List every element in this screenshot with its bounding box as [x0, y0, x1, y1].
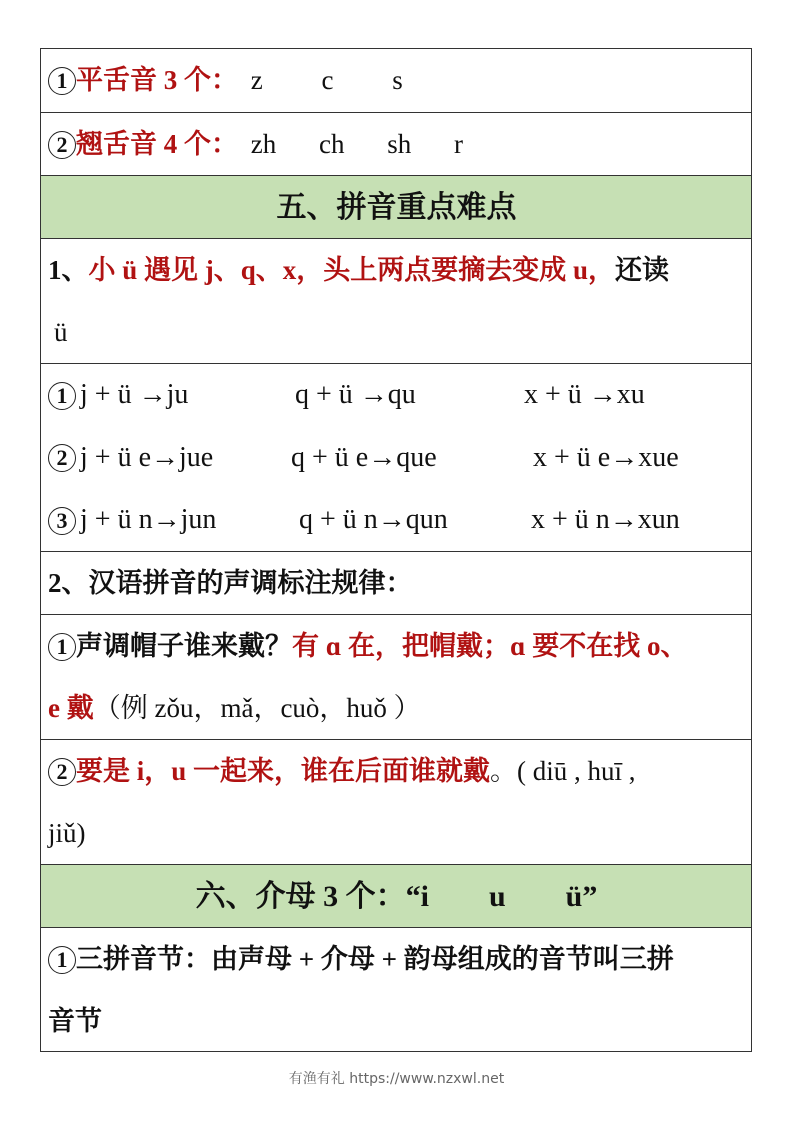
section-title: 六、介母 3 个：“i u ü” [195, 880, 598, 913]
u-umlaut-rule-row [41, 238, 751, 363]
tone-rule-2-examples: 。( diū , huī , [490, 756, 636, 786]
rule-suffix: 还读 [615, 255, 670, 285]
syllable-definition-cont: 音节 [48, 1006, 102, 1036]
tone-rule-2-text: 要是 i，u 一起来，谁在后面谁就戴 [76, 756, 491, 786]
circled-number: 1 [48, 633, 76, 661]
initial-item: s [392, 65, 403, 95]
formula-j: j + ü e→jue [80, 441, 214, 473]
formula-line [48, 364, 745, 427]
tone-question: 声调帽子谁来戴？ [76, 631, 292, 661]
formula-line [48, 489, 745, 551]
tone-examples: （例 zǒu，mǎ，cuò，huǒ ） [93, 693, 421, 723]
circled-number: 1 [48, 67, 76, 95]
formula-x: x + ü e→xue [533, 441, 679, 473]
circled-number: 2 [48, 758, 76, 786]
circled-number: 1 [48, 946, 76, 974]
watermark: 有渔有礼 https://www.nzxwl.net [288, 1071, 505, 1087]
formula-q: q + ü →qu [295, 379, 416, 410]
formula-q: q + ü e→que [291, 441, 437, 473]
formula-row [41, 363, 751, 551]
initial-item: z [250, 65, 263, 95]
initial-item: ch [318, 129, 345, 159]
tone-rule-heading-row [41, 551, 751, 614]
section-header-5 [41, 175, 751, 238]
circled-number: 2 [48, 444, 76, 472]
formula-j: j + ü →ju [80, 379, 189, 410]
pinyin-table [40, 48, 752, 1052]
circled-number: 2 [48, 131, 76, 159]
tone-rule-heading: 2、汉语拼音的声调标注规律： [48, 568, 413, 598]
initial-item: zh [250, 129, 277, 159]
flat-tongue-label: 平舌音 3 个： [76, 65, 238, 95]
initial-item: r [453, 129, 463, 159]
rule-line2: ü [54, 317, 68, 347]
formula-x: x + ü →xu [524, 379, 645, 410]
tone-rule-2-examples-cont: jiǔ) [48, 818, 86, 848]
section-title: 五、拼音重点难点 [276, 191, 517, 224]
retroflex-row [41, 112, 751, 175]
syllable-definition: 三拼音节：由声母 + 介母 + 韵母组成的音节叫三拼 [76, 944, 674, 974]
rule-prefix: 1、 [48, 255, 89, 285]
initial-item: c [321, 65, 334, 95]
circled-number: 1 [48, 382, 76, 410]
tone-answer-cont: e 戴 [48, 693, 94, 723]
formula-line [48, 427, 745, 490]
tone-rule-1-row [41, 614, 751, 739]
flat-tongue-row [41, 49, 751, 112]
formula-j: j + ü n→jun [80, 504, 217, 536]
three-part-syllable-row [41, 927, 751, 1051]
initial-item: sh [387, 129, 412, 159]
rule-red-text: 小 ü 遇见 j、q、x，头上两点要摘去变成 u， [88, 255, 616, 285]
formula-q: q + ü n→qun [299, 504, 448, 536]
tone-rule-2-row [41, 739, 751, 864]
circled-number: 3 [48, 507, 76, 535]
retroflex-label: 翘舌音 4 个： [76, 129, 238, 159]
formula-x: x + ü n→xun [531, 504, 680, 536]
section-header-6 [41, 864, 751, 927]
tone-answer: 有 ɑ 在，把帽戴；ɑ 要不在找 o、 [292, 631, 688, 661]
